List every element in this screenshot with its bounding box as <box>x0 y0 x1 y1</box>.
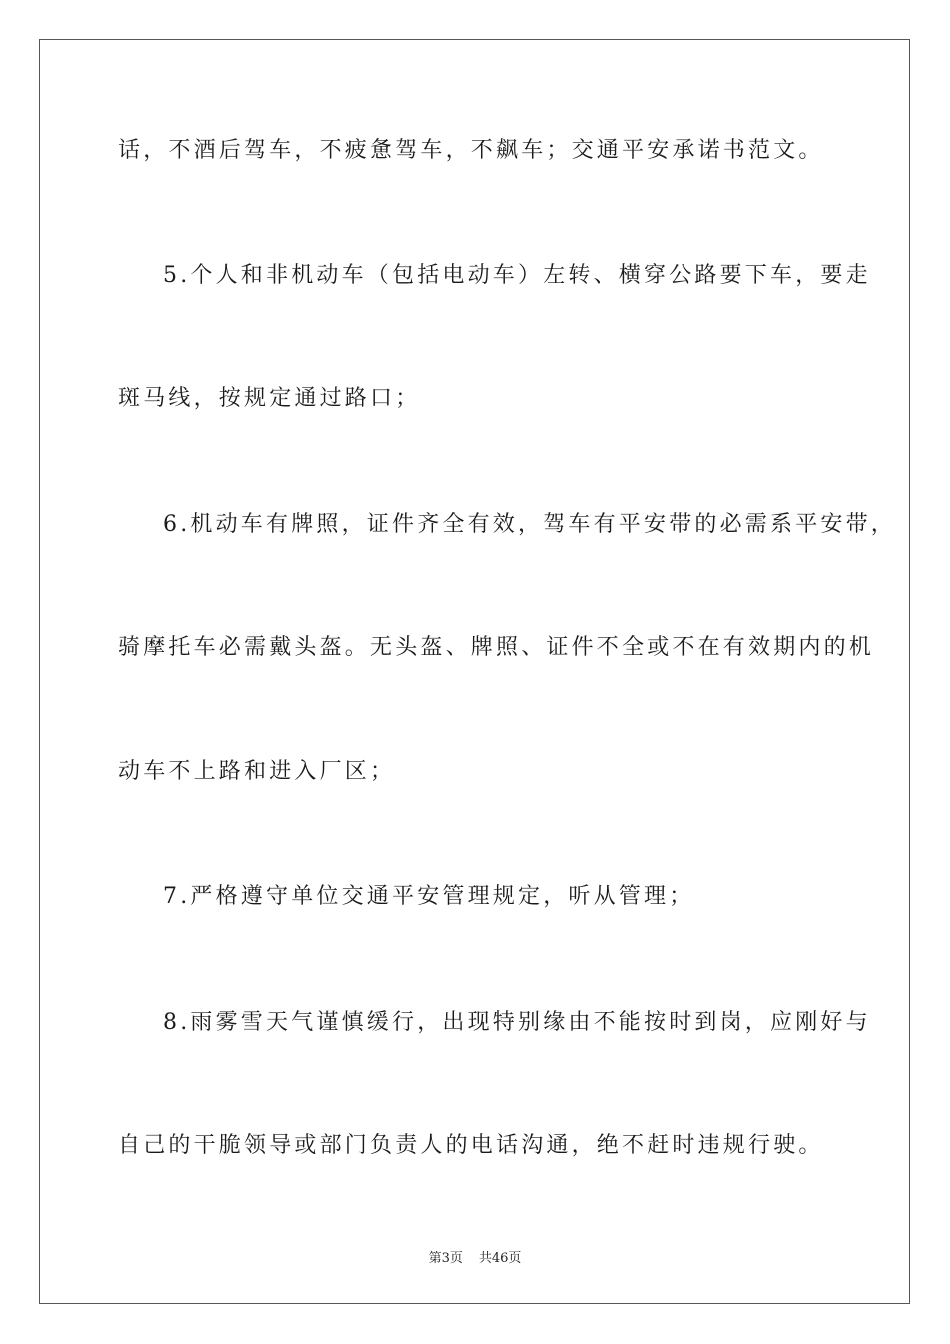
page-border <box>39 39 910 1304</box>
body-text-line-4: 6.机动车有牌照，证件齐全有效，驾车有平安带的必需系平安带， <box>163 512 896 537</box>
body-text-line-2: 5.个人和非机动车（包括电动车）左转、横穿公路要下车，要走 <box>163 263 871 288</box>
page-footer <box>0 1247 950 1266</box>
body-text-line-3: 斑马线，按规定通过路口； <box>118 386 421 411</box>
body-text-line-8: 8.雨雾雪天气谨慎缓行，出现特别缘由不能按时到岗，应刚好与 <box>163 1010 871 1035</box>
body-text-line-6: 动车不上路和进入厂区； <box>118 759 396 784</box>
body-text-line-9: 自己的干脆领导或部门负责人的电话沟通，绝不赶时违规行驶。 <box>118 1133 824 1158</box>
page-number: 第3页 <box>428 1251 463 1266</box>
page-total: 共46页 <box>478 1251 522 1266</box>
body-text-line-5: 骑摩托车必需戴头盔。无头盔、牌照、证件不全或不在有效期内的机 <box>118 635 875 660</box>
body-text-line-7: 7.严格遵守单位交通平安管理规定，听从管理； <box>163 884 695 909</box>
body-text-line-1: 话，不酒后驾车，不疲惫驾车，不飙车；交通平安承诺书范文。 <box>118 138 824 163</box>
